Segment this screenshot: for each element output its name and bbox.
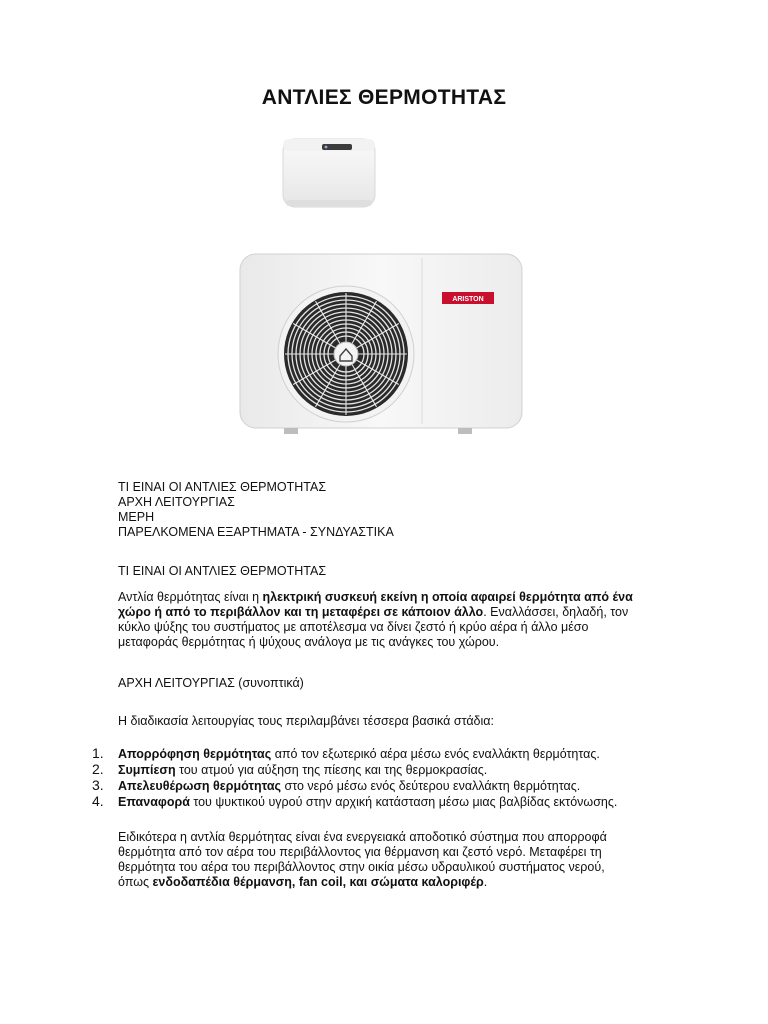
- table-of-contents: [118, 480, 394, 540]
- list-item: [92, 746, 692, 762]
- list-item-number: 1.: [92, 745, 104, 761]
- list-item-text: στο νερό μέσω ενός δεύτερου εναλλάκτη θερμότητας.: [281, 779, 581, 793]
- list-item-number: 3.: [92, 777, 104, 793]
- section-heading-operation: ΑΡΧΗ ΛΕΙΤΟΥΡΓΙΑΣ (συνοπτικά): [118, 676, 304, 690]
- list-item-bold: Απελευθέρωση θερμότητας: [118, 779, 282, 793]
- definition-text-bold: ηλεκτρική συσκευή εκείνη η οποία αφαιρεί θερμότητα από ένα χώρο ή από το περιβάλλον και τη μεταφέρει σε κάποιον άλλο: [118, 590, 633, 619]
- list-item: [92, 794, 692, 810]
- outdoor-unit-image: [236, 248, 528, 440]
- section-heading-what-is: ΤΙ ΕΙΝΑΙ ΟΙ ΑΝΤΛΙΕΣ ΘΕΡΜΟΤΗΤΑΣ: [118, 564, 327, 578]
- list-item-bold: Επαναφορά: [118, 795, 190, 809]
- fan-grille: [278, 286, 414, 422]
- list-item-text: από τον εξωτερικό αέρα μέσω ενός εναλλάκτη θερμότητας.: [271, 747, 600, 761]
- list-item-text: του ψυκτικού υγρού στην αρχική κατάσταση μέσω μιας βαλβίδας εκτόνωσης.: [189, 795, 618, 809]
- detail-text-start: Ειδικότερα η αντλία θερμότητας είναι ένα ενεργειακά αποδοτικό σύστημα που απορροφά θερμότητα από τον αέρα του περιβάλλοντος για θέρμανση και ζεστό νερό. Μεταφέρει τη θερμότητα του αέρα του περιβάλλοντος στην οικία μέσω υδραυλικού συστήματος νερού, όπως: [118, 830, 607, 889]
- list-item-bold: Συμπίεση: [118, 763, 176, 777]
- list-item: [92, 778, 692, 794]
- list-item: [92, 762, 692, 778]
- stages-intro: Η διαδικασία λειτουργίας τους περιλαμβάνει τέσσερα βασικά στάδια:: [118, 714, 494, 728]
- indoor-unit-image: [280, 136, 378, 212]
- detail-text-bold: ενδοδαπέδια θέρμανση, fan coil, και σώματα καλοριφέρ: [152, 875, 484, 889]
- list-item-number: 4.: [92, 793, 104, 809]
- toc-item[interactable]: ΑΡΧΗ ΛΕΙΤΟΥΡΓΙΑΣ: [118, 495, 235, 509]
- definition-text-start: Αντλία θερμότητας είναι η: [118, 590, 263, 604]
- brand-label: ARISTON: [452, 296, 484, 303]
- definition-paragraph: [118, 590, 638, 650]
- definition-text-end: . Εναλλάσσει, δηλαδή, τον κύκλο ψύξης του συστήματος με αποτέλεσμα να δίνει ζεστό ή κρύο αέρα ή άλλο μέσο μεταφοράς θερμότητας ή ψύχους ανάλογα με τις ανάγκες του χώρου.: [118, 605, 629, 649]
- detail-paragraph: [118, 830, 638, 890]
- list-item-number: 2.: [92, 761, 104, 777]
- toc-item[interactable]: ΠΑΡΕΛΚΟΜΕΝΑ ΕΞΑΡΤΗΜΑΤΑ - ΣΥΝΔΥΑΣΤΙΚΑ: [118, 525, 394, 539]
- list-item-text: του ατμού για αύξηση της πίεσης και της θερμοκρασίας.: [175, 763, 488, 777]
- page-title: ΑΝΤΛΙΕΣ ΘΕΡΜΟΤΗΤΑΣ: [261, 86, 507, 109]
- toc-item[interactable]: ΤΙ ΕΙΝΑΙ ΟΙ ΑΝΤΛΙΕΣ ΘΕΡΜΟΤΗΤΑΣ: [118, 480, 327, 494]
- stages-list: [92, 746, 692, 810]
- detail-text-end: .: [483, 875, 488, 889]
- toc-item[interactable]: ΜΕΡΗ: [118, 510, 155, 524]
- list-item-bold: Απορρόφηση θερμότητας: [118, 747, 272, 761]
